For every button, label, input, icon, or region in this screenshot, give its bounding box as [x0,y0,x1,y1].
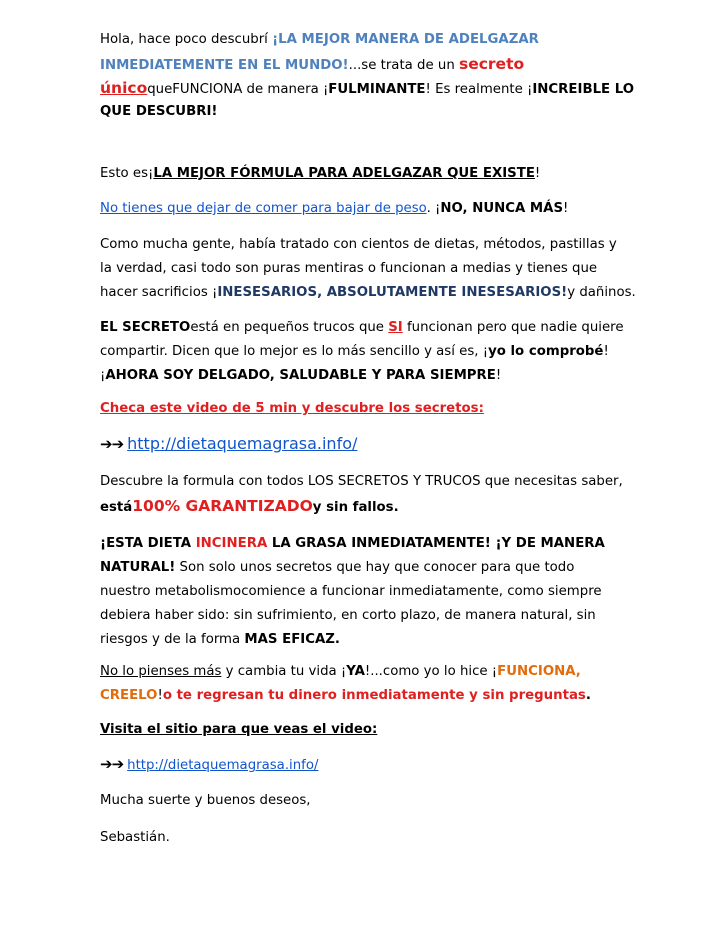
site-link-1[interactable]: http://dietaquemagrasa.info/ [127,434,358,453]
diet-text-1: Son solo unos secretos que hay que conocer para que todo [175,560,575,575]
increible-words: INCREIBLE LO [532,82,635,97]
dont-think-text-2: !...como yo lo hice ¡ [364,664,498,679]
secret-text-6: ! [495,368,502,383]
incinera-word: INCINERA [195,536,268,551]
intro-text-4: ! Es realmente ¡ [425,82,533,97]
video-callout-text: Checa este video de 5 min y descubre los secretos: [100,401,484,416]
fulminante-word: FULMINANTE [328,82,426,97]
diet-line-5 [100,628,640,652]
guarantee-line-2 [100,494,640,518]
no-diet-punct: . ¡ [426,201,441,216]
diet-line-1 [100,532,640,556]
link-line-1 [100,430,640,458]
secret-word: secreto [458,55,525,73]
unnecessary-words: INESESARIOS, ABSOLUTAMENTE INESESARIOS! [217,285,568,300]
diet-line-2 [100,556,640,580]
many-diets-paragraph [100,233,640,305]
link-line-2 [100,752,640,776]
diet-incinerates-paragraph [100,532,640,652]
visit-site-text: Visita el sitio para que veas el video: [100,722,378,737]
guaranteed-words: 100% GARANTIZADO [132,497,313,515]
best-formula-line [100,162,640,186]
signature-text: Sebastián. [100,830,170,845]
secret-text-1: está en pequeños trucos que [190,320,389,335]
site-link-2[interactable]: http://dietaquemagrasa.info/ [127,758,319,773]
nunca-mas-words: NO, NUNCA MÁS [440,201,564,216]
secret-line-2 [100,340,640,364]
intro-paragraph [100,28,640,124]
double-arrow-icon: ➔➔ [100,435,124,453]
creelo-word: CREELO [100,688,158,703]
sacrifices-text: hacer sacrificios ¡ [100,285,218,300]
best-formula-paragraph [100,162,640,186]
dont-think-text-3: ! [157,688,163,703]
secret-text-2: funcionan pero que nadie quiere [402,320,624,335]
secret-text-5: ¡ [100,368,106,383]
best-formula-prefix: Esto es¡ [100,166,154,181]
secret-line-1 [100,316,640,340]
video-callout [100,397,640,421]
guarantee-paragraph [100,470,640,518]
secret-paragraph [100,316,640,388]
best-formula-suffix: ! [534,166,541,181]
no-diet-paragraph [100,197,640,221]
intro-line-1 [100,28,640,52]
good-luck-text: Mucha suerte y buenos deseos, [100,793,311,808]
intro-text-3: queFUNCIONA de manera ¡ [147,82,329,97]
many-diets-line-2: la verdad, casi todo son puras mentiras o funcionan a medias y tienes que [100,261,598,276]
diet-line-3: nuestro metabolismocomience a funcionar inmediatamente, como siempre [100,584,602,599]
esta-word: está [100,500,133,515]
dont-think-paragraph [100,660,640,708]
signature [100,826,640,850]
many-diets-line-3 [100,281,640,305]
intro-text: Hola, hace poco descubrí [100,32,273,47]
funciona-word: FUNCIONA, [497,664,581,679]
no-lo-pienses-words: No lo pienses más [100,664,222,679]
dont-think-text-1: y cambia tu vida ¡ [221,664,347,679]
intro-line-3 [100,76,640,100]
secret-text-4: ! [603,344,609,359]
dont-think-line-2 [100,684,640,708]
link-row-1 [100,430,640,458]
intro-text-2: ...se trata de un [348,58,459,73]
intro-headline-start: ¡LA MEJOR MANERA DE ADELGAZAR [272,32,539,47]
diet-text-2: riesgos y de la forma [100,632,245,647]
ya-word: YA [346,664,365,679]
si-word: SI [388,320,403,335]
unique-word: único [100,79,148,97]
el-secreto-words: EL SECRETO [100,320,191,335]
dont-think-line-1 [100,660,640,684]
que-descubri-words: QUE DESCUBRI! [100,104,218,119]
esta-dieta-words: ¡ESTA DIETA [100,536,196,551]
harmful-text: y dañinos. [567,285,636,300]
dont-think-text-4: . [585,688,591,703]
secret-text-3: compartir. Dicen que lo mejor es lo más sencillo y así es, ¡ [100,344,489,359]
no-diet-link[interactable]: No tienes que dejar de comer para bajar de peso [100,201,427,216]
natural-word: NATURAL! [100,560,176,575]
intro-line-2 [100,52,640,76]
money-back-words: o te regresan tu dinero inmediatamente y sin preguntas [162,688,586,703]
no-diet-line [100,197,640,221]
no-diet-end: ! [563,201,569,216]
double-arrow-icon: ➔➔ [100,755,124,773]
intro-headline-end: INMEDIATEMENTE EN EL MUNDO! [100,58,349,73]
good-luck-paragraph [100,789,640,813]
many-diets-line-1: Como mucha gente, había tratado con cientos de dietas, métodos, pastillas y [100,237,617,252]
secret-line-3 [100,364,640,388]
guarantee-line-1: Descubre la formula con todos LOS SECRETOS Y TRUCOS que necesitas saber, [100,474,623,489]
link-row-2 [100,752,640,776]
intro-line-4 [100,100,640,124]
ahora-soy-delgado-words: AHORA SOY DELGADO, SALUDABLE Y PARA SIEMPRE [105,368,496,383]
la-grasa-words: LA GRASA INMEDIATAMENTE! ¡Y DE MANERA [267,536,605,551]
diet-line-4: debiera haber sido: sin sufrimiento, en corto plazo, de manera natural, sin [100,608,596,623]
visit-site-callout [100,718,640,742]
without-fail-words: y sin fallos. [312,500,399,515]
mas-eficaz-words: MAS EFICAZ. [244,632,340,647]
best-formula-headline: LA MEJOR FÓRMULA PARA ADELGAZAR QUE EXISTE [153,166,535,181]
yo-lo-comprobe-words: yo lo comprobé [488,344,604,359]
